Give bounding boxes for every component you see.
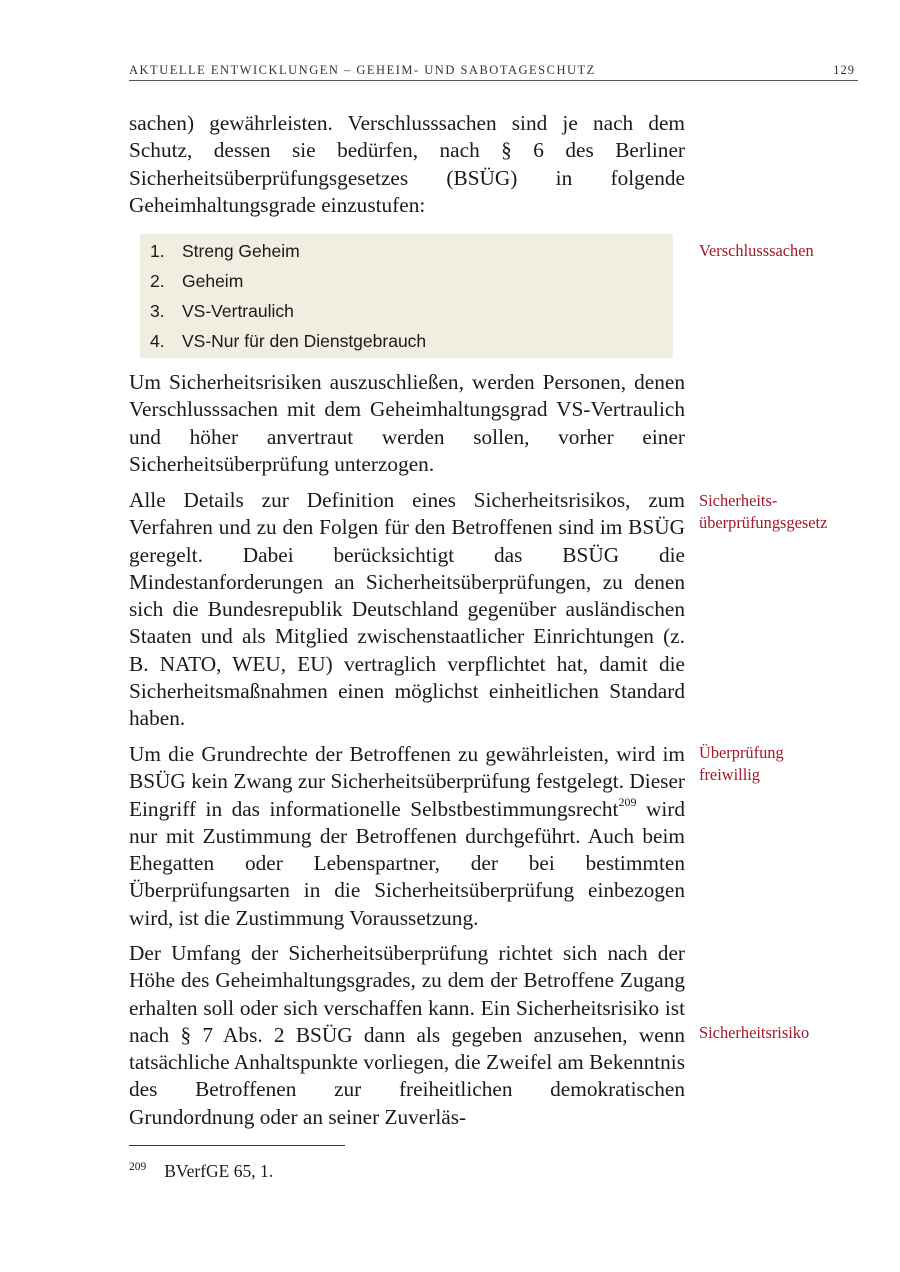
paragraph-sicherheitsrisiken: Um Sicherheitsrisiken auszuschließen, werden Personen, denen Verschlusssachen mit dem Geheimhaltungsgrad VS-Vertraulich und höher anvertraut werden sollen, vorher einer Sicherheitsüberprüfung unterzogen.	[129, 370, 685, 476]
footnote-number: 209	[129, 1161, 147, 1173]
list-item-number: 3.	[150, 301, 165, 321]
paragraph-bsueg-details: Alle Details zur Definition eines Sicherheitsrisikos, zum Verfahren und zu den Folgen für den Betroffenen sind im BSÜG geregelt. Dabei berücksichtigt das BSÜG die Mindestanforderungen an Sicherheitsüberprüfungen, zu denen sich die Bundesrepublik Deutschland gegenüber ausländischen Staaten und als Mitglied zwischenstaatlicher Einrichtungen (z. B. NATO, WEU, EU) vertraglich verpflichtet hat, damit die Sicherheitsmaßnahmen einen möglichst einheitlichen Standard haben.	[129, 488, 685, 731]
list-item	[150, 331, 426, 352]
list-item-number: 4.	[150, 331, 165, 351]
running-title: AKTUELLE ENTWICKLUNGEN – GEHEIM- UND SABOTAGESCHUTZ	[129, 63, 596, 77]
footnote-rule	[129, 1145, 345, 1146]
page-number: 129	[833, 63, 855, 77]
paragraph-umfang: Der Umfang der Sicherheitsüberprüfung richtet sich nach der Höhe des Geheimhaltungsgrades, zu dem der Betroffene Zugang erhalten soll oder sich verschaffen kann. Ein Sicherheitsrisiko ist nach § 7 Abs. 2 BSÜG dann als gegeben anzusehen, wenn tatsächliche Anhaltspunkte vorliegen, die Zweifel am Bekenntnis des Betroffenen zur freiheitlichen demokratischen Grundordnung oder an seiner Zuverläs-	[129, 941, 685, 1129]
margin-note-verschlusssachen: Verschlusssachen	[699, 241, 814, 260]
footnote-text: BVerfGE 65, 1.	[164, 1161, 274, 1181]
margin-note-freiwillig: Überprüfung freiwillig	[699, 743, 784, 784]
paragraph-grundrechte	[129, 741, 685, 932]
margin-note-sicherheitsrisiko: Sicherheitsrisiko	[699, 1023, 810, 1042]
paragraph-text: wird nur mit Zustimmung der Betroffenen durchgeführt. Auch beim Ehegatten oder Lebenspartner, der bei bestimmten Überprüfungsarten in die Sicherheitsüberprüfung einbezogen wird, ist die Zustimmung Voraussetzung.	[129, 796, 685, 930]
paragraph-text: Um die Grundrechte der Betroffenen zu gewährleisten, wird im BSÜG kein Zwang zur Sicherheitsüberprüfung festgelegt. Dieser Eingriff in das informationelle Selbstbestimmungsrecht	[129, 742, 685, 821]
list-item	[150, 241, 300, 262]
footnote-reference[interactable]: 209	[618, 794, 637, 809]
footnote	[129, 1161, 273, 1182]
list-item-label: VS-Nur für den Dienstgebrauch	[182, 331, 427, 351]
running-head	[129, 63, 857, 78]
list-item	[150, 271, 243, 292]
margin-note-sicherheitsgesetz: Sicherheits- überprüfungsgesetz	[699, 491, 828, 532]
list-item-number: 2.	[150, 271, 165, 291]
list-item-number: 1.	[150, 241, 165, 261]
list-item-label: VS-Vertraulich	[182, 301, 294, 321]
list-item	[150, 301, 294, 322]
list-item-label: Geheim	[182, 271, 244, 291]
list-item-label: Streng Geheim	[182, 241, 300, 261]
header-rule	[129, 80, 858, 81]
intro-paragraph: sachen) gewährleisten. Verschlusssachen sind je nach dem Schutz, dessen sie bedürfen, nach § 6 des Berliner Sicherheitsüberprüfungsgesetzes (BSÜG) in folgende Geheimhaltungsgrade einzustufen:	[129, 111, 685, 217]
classification-list-box	[140, 234, 673, 358]
